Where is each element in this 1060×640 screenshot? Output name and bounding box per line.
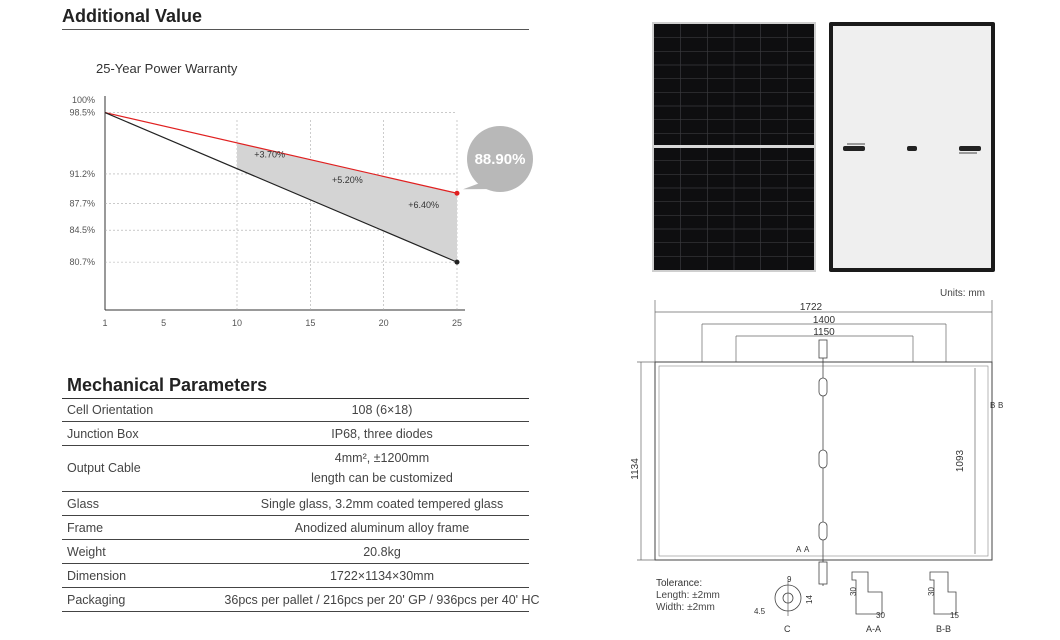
- title-rule: [62, 29, 529, 30]
- callout-value: 88.90%: [474, 151, 526, 168]
- mechanical-title: Mechanical Parameters: [67, 375, 268, 395]
- param-label: Packaging: [67, 593, 126, 607]
- section-mark-b1: B: [990, 401, 996, 410]
- param-label: Junction Box: [67, 427, 139, 441]
- param-value: 108 (6×18): [351, 403, 413, 417]
- param-value: Single glass, 3.2mm coated tempered glass: [260, 497, 504, 511]
- param-label: Glass: [67, 497, 99, 511]
- detail-bb: [927, 572, 959, 634]
- series-upper-end-point: [455, 191, 460, 196]
- junction-box-right: [959, 146, 981, 151]
- section-mark-a1: A: [796, 545, 802, 554]
- param-value: 20.8kg: [363, 545, 401, 559]
- detail-bb-dim-1: 30: [927, 587, 936, 596]
- detail-c-dim-14: 14: [805, 595, 814, 604]
- series-lower-end-point: [455, 260, 460, 265]
- param-row-cell-orientation: [62, 399, 529, 422]
- warranty-chart: [60, 85, 540, 335]
- param-label: Cell Orientation: [67, 403, 154, 417]
- detail-aa: [849, 572, 885, 634]
- section-mark-a2: A: [804, 545, 810, 554]
- param-row-output-cable: [62, 446, 529, 492]
- tolerance-width: Width: ±2mm: [656, 602, 715, 613]
- junction-box-left: [843, 146, 865, 151]
- detail-aa-label: A-A: [866, 624, 882, 634]
- y-tick-label: 98.5%: [69, 107, 95, 118]
- x-tick-label: 10: [231, 318, 243, 328]
- param-row-weight: [62, 540, 529, 564]
- x-tick-label: 25: [451, 318, 463, 328]
- tolerance-length: Length: ±2mm: [656, 590, 720, 601]
- x-tick-label: 1: [102, 318, 108, 328]
- panel-front-image: [652, 22, 816, 272]
- param-row-glass: [62, 492, 529, 516]
- param-label: Weight: [67, 545, 106, 559]
- param-row-frame: [62, 516, 529, 540]
- dim-1150: 1150: [813, 327, 835, 338]
- x-tick-label: 20: [378, 318, 389, 328]
- y-tick-label: 87.7%: [69, 198, 95, 209]
- param-value: 4mm², ±1200mm: [334, 451, 430, 465]
- detail-c-label: C: [784, 624, 791, 634]
- detail-bb-label: B-B: [936, 624, 952, 634]
- param-label: Output Cable: [67, 461, 141, 475]
- param-label: Frame: [67, 521, 104, 535]
- param-label: Dimension: [67, 569, 127, 583]
- param-value: IP68, three diodes: [331, 427, 433, 441]
- dim-1722: 1722: [799, 302, 823, 313]
- panel-back-image: [829, 22, 995, 272]
- warranty-title: 25-Year Power Warranty: [96, 61, 238, 76]
- detail-aa-dim-2: 30: [876, 611, 885, 620]
- dim-1134: 1134: [630, 458, 641, 480]
- gain-label: +3.70%: [254, 149, 286, 160]
- units-label: Units: mm: [940, 288, 985, 299]
- junction-box-center: [907, 146, 917, 151]
- gain-label: +5.20%: [332, 175, 363, 186]
- section-mark-b2: B: [998, 401, 1004, 410]
- detail-aa-dim-1: 30: [849, 587, 858, 596]
- y-tick-label: 100%: [71, 95, 95, 105]
- y-tick-label: 80.7%: [69, 257, 95, 268]
- x-tick-label: 15: [305, 318, 316, 328]
- param-row-dimension: [62, 564, 529, 588]
- tolerance-title: Tolerance:: [656, 578, 703, 589]
- detail-c: [754, 575, 814, 634]
- gain-label: +6.40%: [408, 200, 440, 211]
- detail-c-dim-9: 9: [787, 575, 792, 584]
- y-tick-label: 91.2%: [69, 168, 95, 179]
- technical-drawing: [630, 296, 1010, 638]
- param-row-junction-box: [62, 422, 529, 446]
- dim-1400: 1400: [812, 315, 836, 326]
- x-tick-label: 5: [161, 318, 167, 328]
- additional-value-title: Additional Value: [62, 6, 203, 26]
- param-value-line2: length can be customized: [311, 471, 453, 485]
- param-value: 1722×1134×30mm: [329, 569, 435, 583]
- y-tick-label: 84.5%: [69, 225, 95, 236]
- param-value: 36pcs per pallet / 216pcs per 20' GP / 936pcs per 40' HC: [224, 593, 540, 607]
- detail-c-dim-4.5: 4.5: [754, 607, 766, 616]
- dim-1093: 1093: [955, 449, 966, 473]
- param-row-packaging: [62, 588, 540, 612]
- param-value: Anodized aluminum alloy frame: [294, 521, 470, 535]
- detail-bb-dim-2: 15: [950, 611, 959, 620]
